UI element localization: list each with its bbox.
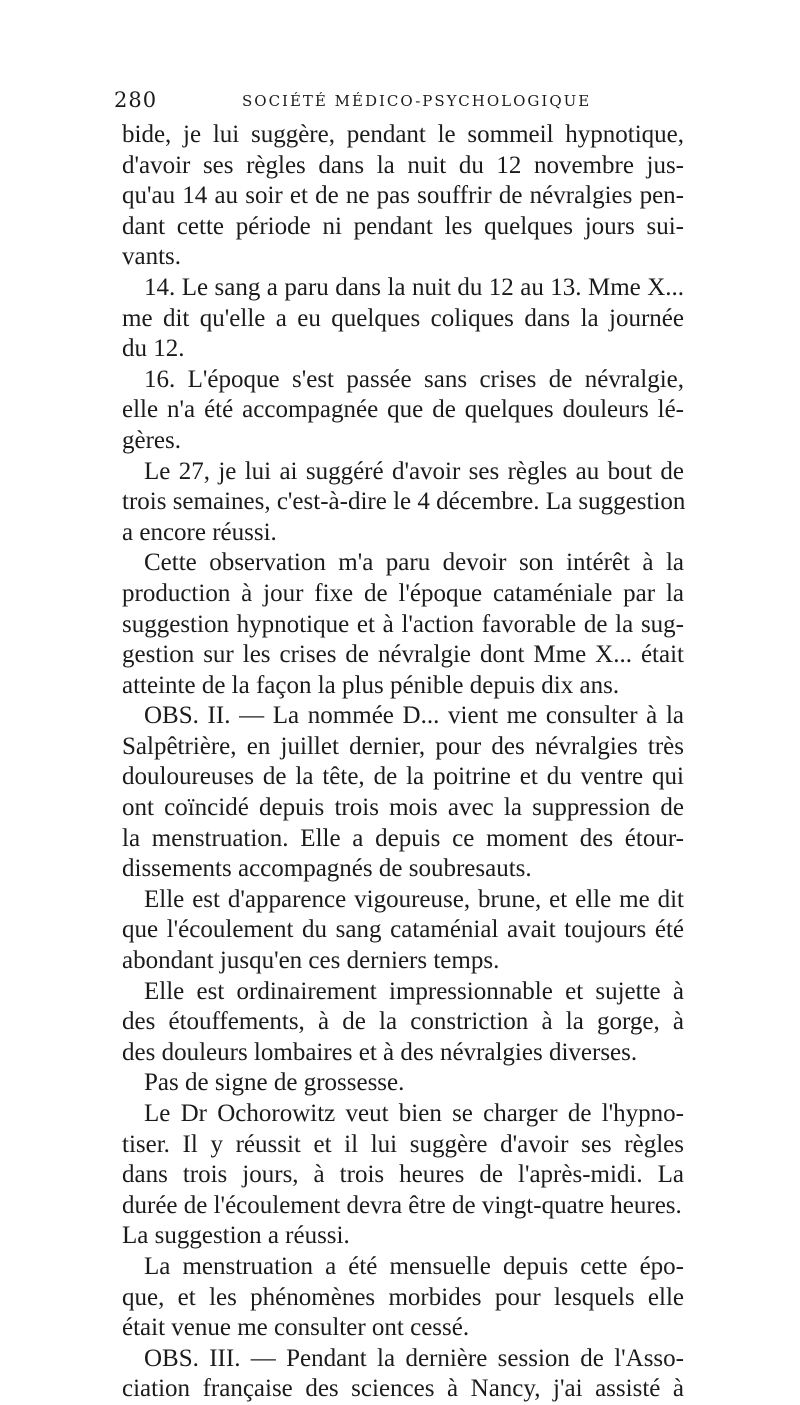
page-number: 280 xyxy=(114,88,158,112)
text-line: d'avoir ses règles dans la nuit du 12 novembre jus- xyxy=(122,151,684,179)
text-line: qu'au 14 au soir et de ne pas souffrir de névralgies pen- xyxy=(122,182,684,210)
text-line: dans trois jours, à trois heures de l'après-midi. La xyxy=(122,1161,684,1189)
text-line: gestion sur les crises de névralgie dont Mme X... était xyxy=(122,641,684,669)
text-line: Elle est ordinairement impressionnable et sujette à xyxy=(144,977,684,1005)
text-line: vants. xyxy=(122,243,182,271)
body-text xyxy=(122,120,684,1405)
text-line: que, et les phénomènes morbides pour lesquels elle xyxy=(122,1283,684,1311)
book-page xyxy=(114,88,686,1405)
text-line: des douleurs lombaires et à des névralgies diverses. xyxy=(122,1038,638,1066)
text-line: atteinte de la façon la plus pénible depuis dix ans. xyxy=(122,671,620,699)
text-line: OBS. III. — Pendant la dernière session de l'Asso- xyxy=(144,1344,684,1372)
text-line: 14. Le sang a paru dans la nuit du 12 au 13. Mme X... xyxy=(144,273,684,301)
text-line: suggestion hypnotique et à l'action favorable de la sug- xyxy=(122,610,684,638)
text-line: a encore réussi. xyxy=(122,518,277,546)
text-line: bide, je lui suggère, pendant le sommeil hypnotique, xyxy=(122,121,684,148)
text-line: la menstruation. Elle a depuis ce moment des étour- xyxy=(122,824,684,852)
text-line: dissements accompagnés de soubresauts. xyxy=(122,855,532,883)
text-line: que l'écoulement du sang cataménial avait toujours été xyxy=(122,916,684,944)
text-line: douloureuses de la tête, de la poitrine et du ventre qui xyxy=(122,763,684,791)
text-line: dant cette période ni pendant les quelques jours sui- xyxy=(122,212,684,240)
text-line: La suggestion a réussi. xyxy=(122,1222,350,1250)
page-header xyxy=(114,88,684,114)
text-line: Pas de signe de grossesse. xyxy=(144,1069,405,1097)
text-line: gères. xyxy=(122,426,181,454)
text-line: elle n'a été accompagnée que de quelques douleurs lé- xyxy=(122,396,684,424)
text-line: tiser. Il y réussit et il lui suggère d'avoir ses règles xyxy=(122,1130,684,1158)
text-line: Le Dr Ochorowitz veut bien se charger de l'hypno- xyxy=(144,1100,684,1127)
text-line: me dit qu'elle a eu quelques coliques dans la journée xyxy=(122,304,684,332)
text-line: durée de l'écoulement devra être de vingt-quatre heures. xyxy=(122,1191,682,1219)
text-line: Salpêtrière, en juillet dernier, pour des névralgies très xyxy=(122,732,684,760)
text-line: Le 27, je lui ai suggéré d'avoir ses règles au bout de xyxy=(144,457,684,485)
text-line: La menstruation a été mensuelle depuis cette épo- xyxy=(144,1252,684,1280)
text-line: ont coïncidé depuis trois mois avec la suppression de xyxy=(122,794,684,822)
text-line: 16. L'époque s'est passée sans crises de névralgie, xyxy=(144,365,684,393)
text-line: des étouffements, à de la constriction à la gorge, à xyxy=(122,1008,684,1036)
running-head: SOCIÉTÉ MÉDICO-PSYCHOLOGIQUE xyxy=(242,92,592,110)
text-line: Cette observation m'a paru devoir son intérêt à la xyxy=(144,549,684,577)
text-line: du 12. xyxy=(122,335,185,363)
text-line: ciation française des sciences à Nancy, j'ai assisté à xyxy=(122,1375,684,1403)
text-line: Elle est d'apparence vigoureuse, brune, et elle me dit xyxy=(144,885,684,913)
text-line: était venue me consulter ont cessé. xyxy=(122,1314,470,1342)
text-line: production à jour fixe de l'époque cataméniale par la xyxy=(122,579,684,607)
text-line: abondant jusqu'en ces derniers temps. xyxy=(122,947,500,975)
text-line: trois semaines, c'est-à-dire le 4 décembre. La suggestion xyxy=(122,488,686,516)
text-line: OBS. II. — La nommée D... vient me consulter à la xyxy=(144,702,684,730)
